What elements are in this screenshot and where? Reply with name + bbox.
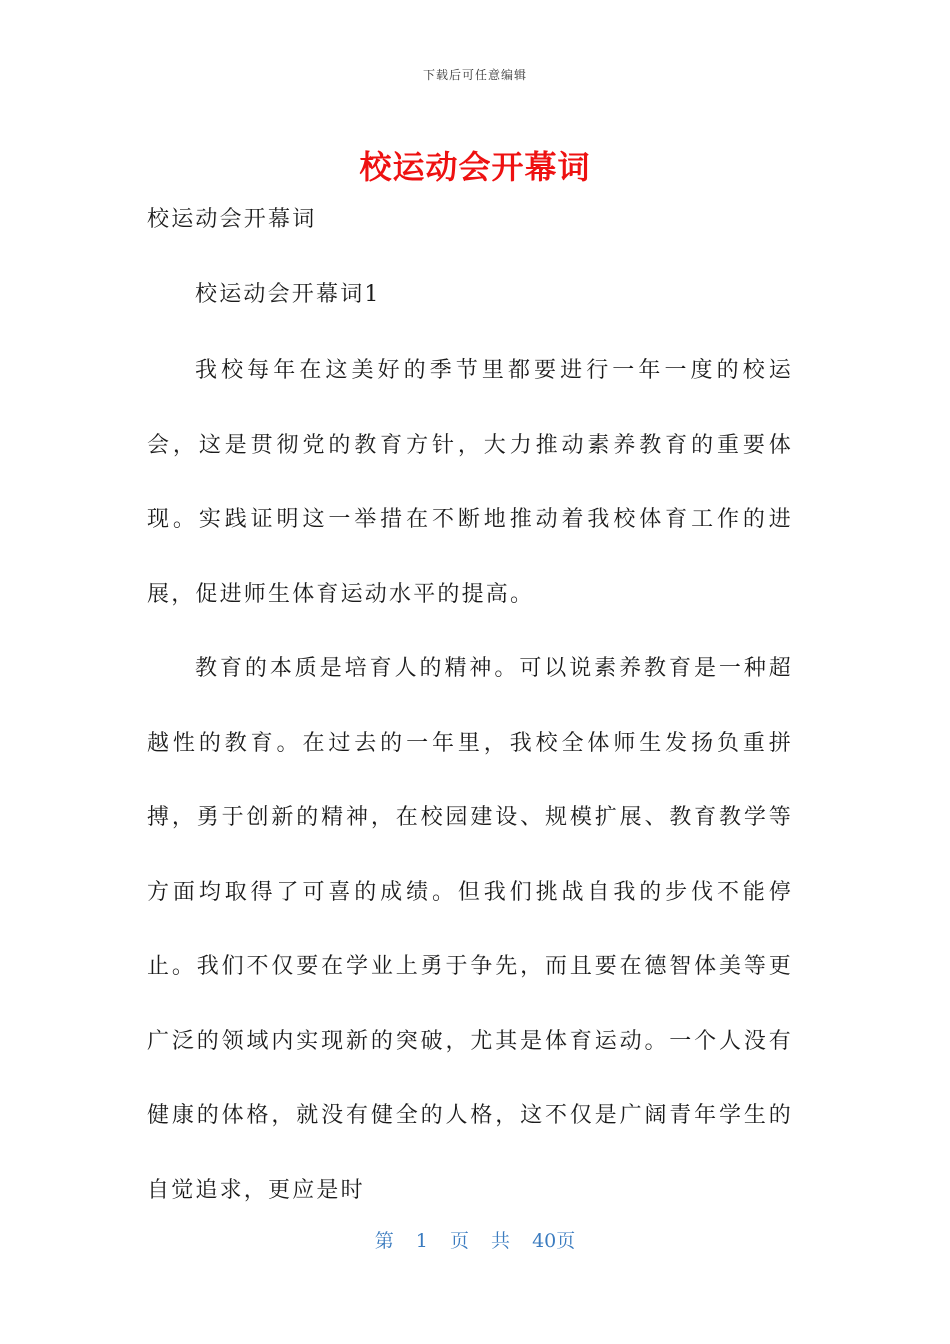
header-note: 下载后可任意编辑	[422, 68, 527, 82]
section-heading: 校运动会开幕词1	[195, 282, 381, 307]
footer-total-prefix: 共	[491, 1230, 511, 1252]
footer-page-prefix: 第	[374, 1230, 394, 1252]
footer-page-mid: 页	[449, 1230, 469, 1252]
paragraph: 教育的本质是培育人的精神。可以说素养教育是一种超越性的教育。在过去的一年里，我校全体师生发扬负重拼搏，勇于创新的精神，在校园建设、规模扩展、教育教学等方面均取得了可喜的成绩。但我们挑战自我的步伐不能停止。我们不仅要在学业上勇于争先，而且要在德智体美等更广泛的领域内实现新的突破，尤其是体育运动。一个人没有健康的体格，就没有健全的人格，这不仅是广阔青年学生的自觉追求，更应是时	[147, 656, 793, 1203]
document-subtitle: 校运动会开幕词	[147, 207, 317, 232]
document-title: 校运动会开幕词	[359, 148, 591, 186]
paragraph: 我校每年在这美好的季节里都要进行一年一度的校运会，这是贯彻党的教育方针，大力推动素养教育的重要体现。实践证明这一举措在不断地推动着我校体育工作的进展，促进师生体育运动水平的提高。	[147, 358, 793, 607]
page-footer	[0, 1226, 950, 1253]
document-body	[147, 198, 793, 1228]
footer-page-number: 1	[415, 1230, 428, 1252]
footer-total-pages: 40页	[532, 1230, 576, 1252]
